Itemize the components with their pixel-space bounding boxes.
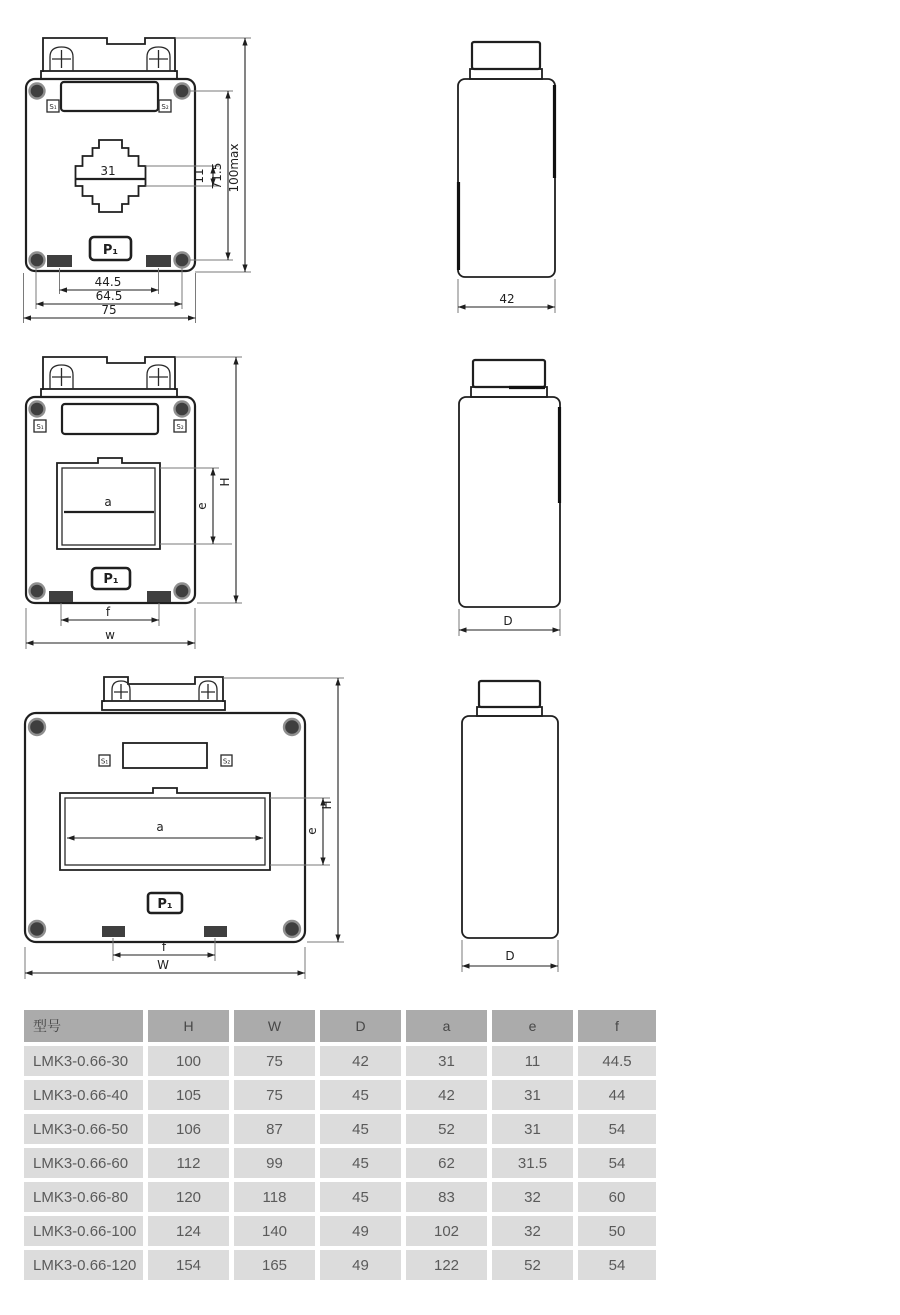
table-cell-model: LMK3-0.66-100	[24, 1216, 143, 1246]
terminal-s1-label: S₁	[100, 757, 109, 766]
p1-label: P₁	[103, 572, 119, 587]
dim-label-width: 75	[101, 303, 117, 317]
table-header-D: D	[320, 1010, 401, 1042]
table-cell: 32	[492, 1182, 573, 1212]
table-cell: 42	[320, 1046, 401, 1076]
corner-screw	[30, 253, 45, 268]
dim-label-hole-height: e	[305, 827, 319, 835]
table-cell: 60	[578, 1182, 656, 1212]
dim-label-screw-span: 71.5	[210, 162, 224, 190]
table-cell: 102	[406, 1216, 487, 1246]
table-cell: 54	[578, 1148, 656, 1178]
side-cap	[479, 681, 540, 707]
table-cell: 45	[320, 1114, 401, 1144]
table-cell: 42	[406, 1080, 487, 1110]
table-header-H: H	[148, 1010, 229, 1042]
table-cell: 112	[148, 1148, 229, 1178]
table-cell: 45	[320, 1148, 401, 1178]
corner-screw	[175, 584, 190, 599]
dimensions-table	[24, 1010, 656, 1280]
drawing1-side-view	[458, 42, 555, 313]
mounting-foot	[146, 255, 171, 267]
table-cell: 31.5	[492, 1148, 573, 1178]
corner-screw	[30, 84, 45, 99]
table-cell-model: LMK3-0.66-40	[24, 1080, 143, 1110]
table-cell: 45	[320, 1080, 401, 1110]
side-cap-band	[477, 707, 542, 716]
side-cap	[473, 360, 545, 387]
screw-cross-icon	[114, 684, 128, 699]
terminal-s2-label: S₂	[222, 757, 231, 766]
table-cell: 122	[406, 1250, 487, 1280]
table-cell: 49	[320, 1250, 401, 1280]
table-cell-model: LMK3-0.66-120	[24, 1250, 143, 1280]
table-cell-model: LMK3-0.66-80	[24, 1182, 143, 1212]
table-cell: 118	[234, 1182, 315, 1212]
dim-label-depth: 42	[499, 292, 515, 306]
dim-label-height: 100max	[227, 143, 241, 193]
dim-label-feet-span: 44.5	[94, 275, 122, 289]
side-cap-band	[470, 69, 542, 79]
table-cell: 75	[234, 1046, 315, 1076]
corner-screw	[175, 84, 190, 99]
terminal-s1-label: S₁	[36, 423, 44, 431]
table-header-model: 型号	[24, 1010, 143, 1042]
table-cell: 32	[492, 1216, 573, 1246]
screw-cross-icon	[149, 368, 168, 386]
window-aperture-outer	[60, 788, 270, 870]
corner-screw	[284, 719, 300, 735]
terminal-block	[62, 404, 158, 434]
table-cell: 50	[578, 1216, 656, 1246]
corner-screw	[29, 921, 45, 937]
mounting-foot	[47, 255, 72, 267]
dim-label-hole-width: a	[156, 820, 164, 834]
table-header-e: e	[492, 1010, 573, 1042]
table-cell: 140	[234, 1216, 315, 1246]
table-header-a: a	[406, 1010, 487, 1042]
table-cell: 54	[578, 1114, 656, 1144]
terminal-s1-label: S₁	[49, 103, 57, 111]
table-cell: 62	[406, 1148, 487, 1178]
side-body	[462, 716, 558, 938]
corner-screw	[175, 402, 190, 417]
table-cell: 31	[406, 1046, 487, 1076]
table-cell: 120	[148, 1182, 229, 1212]
table-cell: 11	[492, 1046, 573, 1076]
corner-screw	[30, 402, 45, 417]
p1-label: P₁	[157, 897, 173, 912]
table-cell: 106	[148, 1114, 229, 1144]
mounting-foot	[102, 926, 125, 937]
dim-label-height: H	[320, 800, 334, 810]
table-cell: 45	[320, 1182, 401, 1212]
table-cell: 75	[234, 1080, 315, 1110]
dim-label-hole-height: 11	[192, 168, 206, 184]
terminal-s2-label: S₂	[161, 103, 169, 111]
drawing1-front-view	[24, 38, 252, 323]
table-cell: 165	[234, 1250, 315, 1280]
dim-label-screw-width: 64.5	[95, 289, 123, 303]
dim-label-feet-span: f	[105, 605, 111, 619]
dim-label-depth: D	[505, 949, 515, 963]
side-cap	[472, 42, 540, 69]
mounting-foot	[204, 926, 227, 937]
drawing2-side-view	[459, 360, 560, 636]
table-cell: 105	[148, 1080, 229, 1110]
table-header-W: W	[234, 1010, 315, 1042]
table-cell: 52	[492, 1250, 573, 1280]
dim-label-width: w	[105, 628, 115, 642]
table-cell: 52	[406, 1114, 487, 1144]
screw-cross-icon	[52, 50, 71, 68]
table-cell: 54	[578, 1250, 656, 1280]
table-cell: 31	[492, 1080, 573, 1110]
dim-label-feet-span: f	[161, 940, 167, 954]
corner-screw	[30, 584, 45, 599]
terminal-block	[123, 743, 207, 768]
corner-screw	[284, 921, 300, 937]
drawing3-side-view	[462, 681, 558, 972]
terminal-s2-label: S₂	[176, 423, 184, 431]
terminal-block	[61, 82, 158, 111]
table-cell: 31	[492, 1114, 573, 1144]
table-cell: 99	[234, 1148, 315, 1178]
table-cell: 44	[578, 1080, 656, 1110]
side-body	[459, 397, 560, 607]
table-cell-model: LMK3-0.66-30	[24, 1046, 143, 1076]
mounting-bracket	[43, 357, 175, 390]
bracket-base-bar	[102, 701, 225, 710]
table-cell: 87	[234, 1114, 315, 1144]
mounting-foot	[49, 591, 73, 602]
bracket-base-bar	[41, 389, 177, 397]
drawing3-front-view	[25, 677, 344, 979]
table-cell: 83	[406, 1182, 487, 1212]
table-header-f: f	[578, 1010, 656, 1042]
mounting-foot	[147, 591, 171, 602]
screw-cross-icon	[52, 368, 71, 386]
window-aperture-inner	[65, 798, 265, 865]
p1-label: P₁	[102, 243, 119, 258]
screw-cross-icon	[149, 50, 168, 68]
dim-label-width: W	[157, 958, 169, 972]
dim-label-height: H	[218, 477, 232, 487]
dim-label-hole-height: e	[195, 502, 209, 510]
table-cell: 124	[148, 1216, 229, 1246]
side-body	[458, 79, 555, 277]
drawing2-front-view	[26, 357, 242, 649]
table-cell-model: LMK3-0.66-50	[24, 1114, 143, 1144]
dim-label-hole-width: 31	[100, 164, 116, 178]
screw-cross-icon	[201, 684, 215, 699]
table-cell: 100	[148, 1046, 229, 1076]
mounting-bracket	[43, 38, 175, 72]
dim-label-depth: D	[503, 614, 513, 628]
corner-screw	[29, 719, 45, 735]
corner-screw	[175, 253, 190, 268]
dim-label-hole-width: a	[104, 495, 112, 509]
table-cell-model: LMK3-0.66-60	[24, 1148, 143, 1178]
table-cell: 44.5	[578, 1046, 656, 1076]
table-cell: 49	[320, 1216, 401, 1246]
bracket-base-bar	[41, 71, 177, 79]
table-cell: 154	[148, 1250, 229, 1280]
